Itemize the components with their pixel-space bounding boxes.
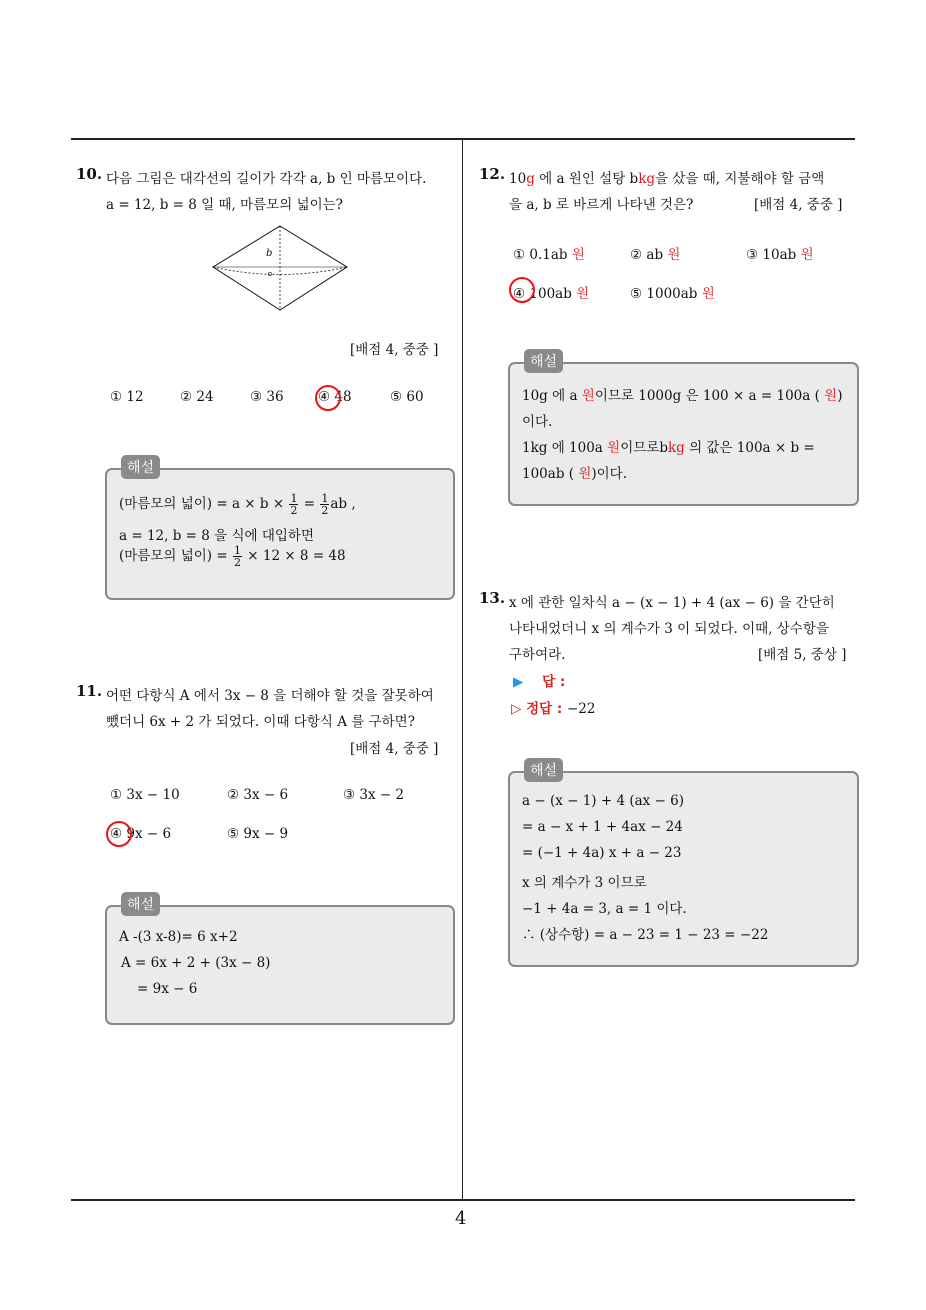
question-number: 11. xyxy=(76,682,103,700)
expr-part: × 12 × 8 = 48 xyxy=(242,548,346,564)
explanation-line1 xyxy=(522,384,842,404)
expr-part: (마름모의 넓이) = xyxy=(119,548,232,564)
unit-won: 원 xyxy=(578,466,592,482)
figure-label-b: b xyxy=(266,248,273,259)
correct-label: 정답 : xyxy=(526,701,563,717)
answer-mark-circle xyxy=(106,821,132,847)
unit-won: 원 xyxy=(701,286,715,302)
unit-won: 원 xyxy=(571,247,585,263)
question-text-line1: x 에 관한 일차식 a − (x − 1) + 4 (ax − 6) 을 간단히 xyxy=(509,595,835,611)
explanation-line1: A -(3 x-8)= 6 x+2 xyxy=(119,929,238,945)
option-3[interactable]: ③ 36 xyxy=(250,389,284,405)
unit-won: 원 xyxy=(576,286,590,302)
option-text: ③ 10ab xyxy=(746,247,801,263)
explanation-line2: 이다. xyxy=(522,414,553,430)
unit-won: 원 xyxy=(667,247,681,263)
question-text-line2: 뺐더니 6x + 2 가 되었다. 이때 다항식 A 를 구하면? xyxy=(106,714,415,730)
answer-mark-circle xyxy=(509,277,535,303)
text-part: 10 xyxy=(509,171,527,187)
fraction xyxy=(289,493,298,516)
correct-value: −22 xyxy=(566,701,596,717)
unit-won: 원 xyxy=(607,440,621,456)
explanation-box xyxy=(105,897,455,1025)
bottom-rule xyxy=(71,1199,855,1201)
play-filled-icon: ▶ xyxy=(513,674,524,690)
fraction xyxy=(320,493,329,516)
denominator: 2 xyxy=(321,504,329,517)
explanation-line2: a = 12, b = 8 을 식에 대입하면 xyxy=(119,528,314,544)
explanation-line2: = a − x + 1 + 4ax − 24 xyxy=(522,819,683,835)
explanation-line4: x 의 계수가 3 이므로 xyxy=(522,875,647,891)
expr-part: ab , xyxy=(330,496,356,512)
unit-won: 원 xyxy=(824,388,838,404)
explanation-line3: = (−1 + 4a) x + a − 23 xyxy=(522,845,682,861)
explanation-tag: 해설 xyxy=(524,758,563,782)
question-text-line3: 구하여라. xyxy=(509,647,566,663)
page-number: 4 xyxy=(455,1208,467,1229)
unit-g: g xyxy=(526,171,535,187)
answer-label: 답 : xyxy=(542,674,566,690)
answer-mark-circle xyxy=(315,385,341,411)
unit-kg: kg xyxy=(667,440,685,456)
text-part: ) xyxy=(837,388,843,404)
text-part: )이다. xyxy=(591,466,627,482)
option-5[interactable]: ⑤ 9x − 9 xyxy=(227,826,289,842)
explanation-line3 xyxy=(119,544,346,568)
explanation-line3: = 9x − 6 xyxy=(137,981,198,997)
play-outline-icon: ▷ xyxy=(511,701,522,717)
explanation-line3 xyxy=(522,436,815,456)
question-text-line2: a = 12, b = 8 일 때, 마름모의 넓이는? xyxy=(106,197,343,213)
option-3[interactable] xyxy=(746,243,814,263)
unit-won: 원 xyxy=(800,247,814,263)
text-part: 100ab ( xyxy=(522,466,579,482)
option-text: ② ab xyxy=(630,247,668,263)
option-2[interactable]: ② 3x − 6 xyxy=(227,787,289,803)
question-text-line2: 나타내었더니 x 의 계수가 3 이 되었다. 이때, 상수항을 xyxy=(509,621,829,637)
question-number: 12. xyxy=(479,165,506,183)
explanation-box xyxy=(508,354,859,506)
explanation-line4 xyxy=(522,462,627,482)
explanation-box xyxy=(105,460,455,600)
fraction xyxy=(233,545,242,568)
explanation-tag: 해설 xyxy=(121,455,160,479)
explanation-box xyxy=(508,763,859,967)
text-part: 에 a 원인 설탕 b xyxy=(534,171,639,187)
explanation-line1 xyxy=(119,492,356,516)
unit-won: 원 xyxy=(581,388,595,404)
explanation-tag: 해설 xyxy=(524,349,563,373)
text-part: 이므로 1000g 은 100 × a = 100a ( xyxy=(594,388,825,404)
score: [배점 5, 중상 ] xyxy=(758,647,847,663)
option-1[interactable]: ① 12 xyxy=(110,389,144,405)
option-2[interactable] xyxy=(630,243,680,263)
expr-part: = xyxy=(299,496,320,512)
answer-row[interactable] xyxy=(513,670,565,690)
option-text: ⑤ 1000ab xyxy=(630,286,702,302)
explanation-line6: ∴ (상수항) = a − 23 = 1 − 23 = −22 xyxy=(522,927,769,943)
option-text: ① 0.1ab xyxy=(513,247,572,263)
option-3[interactable]: ③ 3x − 2 xyxy=(343,787,405,803)
explanation-line5: −1 + 4a = 3, a = 1 이다. xyxy=(522,901,687,917)
option-4[interactable]: ④ 9x − 6 xyxy=(110,826,172,842)
question-text-line1: 어떤 다항식 A 에서 3x − 8 을 더해야 할 것을 잘못하여 xyxy=(106,688,434,704)
explanation-line2: A = 6x + 2 + (3x − 8) xyxy=(121,955,271,971)
score: [배점 4, 중중 ] xyxy=(754,197,843,213)
explanation-line1: a − (x − 1) + 4 (ax − 6) xyxy=(522,793,685,809)
numerator: 1 xyxy=(290,492,298,505)
question-number: 13. xyxy=(479,589,506,607)
unit-kg: kg xyxy=(638,171,656,187)
correct-answer-row xyxy=(511,697,595,717)
denominator: 2 xyxy=(290,504,298,517)
question-text-line1: 다음 그림은 대각선의 길이가 각각 a, b 인 마름모이다. xyxy=(106,171,427,187)
option-text: ④ 100ab xyxy=(513,286,577,302)
numerator: 1 xyxy=(321,492,329,505)
numerator: 1 xyxy=(233,544,241,557)
column-divider xyxy=(462,139,463,1201)
expr-part: (마름모의 넓이) = a × b × xyxy=(119,496,289,512)
denominator: 2 xyxy=(233,556,241,569)
score: [배점 4, 중중 ] xyxy=(350,741,439,757)
text-part: 의 값은 100a × b = xyxy=(684,440,815,456)
text-part: 을 샀을 때, 지불해야 할 금액 xyxy=(655,171,825,187)
option-4[interactable]: ④ 48 xyxy=(318,389,352,405)
option-1[interactable] xyxy=(513,243,585,263)
option-5[interactable] xyxy=(630,282,715,302)
text-part: 이므로b xyxy=(620,440,668,456)
question-text-line1 xyxy=(509,167,824,187)
option-1[interactable]: ① 3x − 10 xyxy=(110,787,180,803)
explanation-tag: 해설 xyxy=(121,892,160,916)
question-text-line2: 을 a, b 로 바르게 나타낸 것은? xyxy=(509,197,694,213)
question-number: 10. xyxy=(76,165,103,183)
score: [배점 4, 중중 ] xyxy=(350,342,439,358)
option-5[interactable]: ⑤ 60 xyxy=(390,389,424,405)
text-part: 1kg 에 100a xyxy=(522,440,608,456)
option-2[interactable]: ② 24 xyxy=(180,389,214,405)
text-part: 10g 에 a xyxy=(522,388,582,404)
rhombus-figure xyxy=(210,224,350,312)
